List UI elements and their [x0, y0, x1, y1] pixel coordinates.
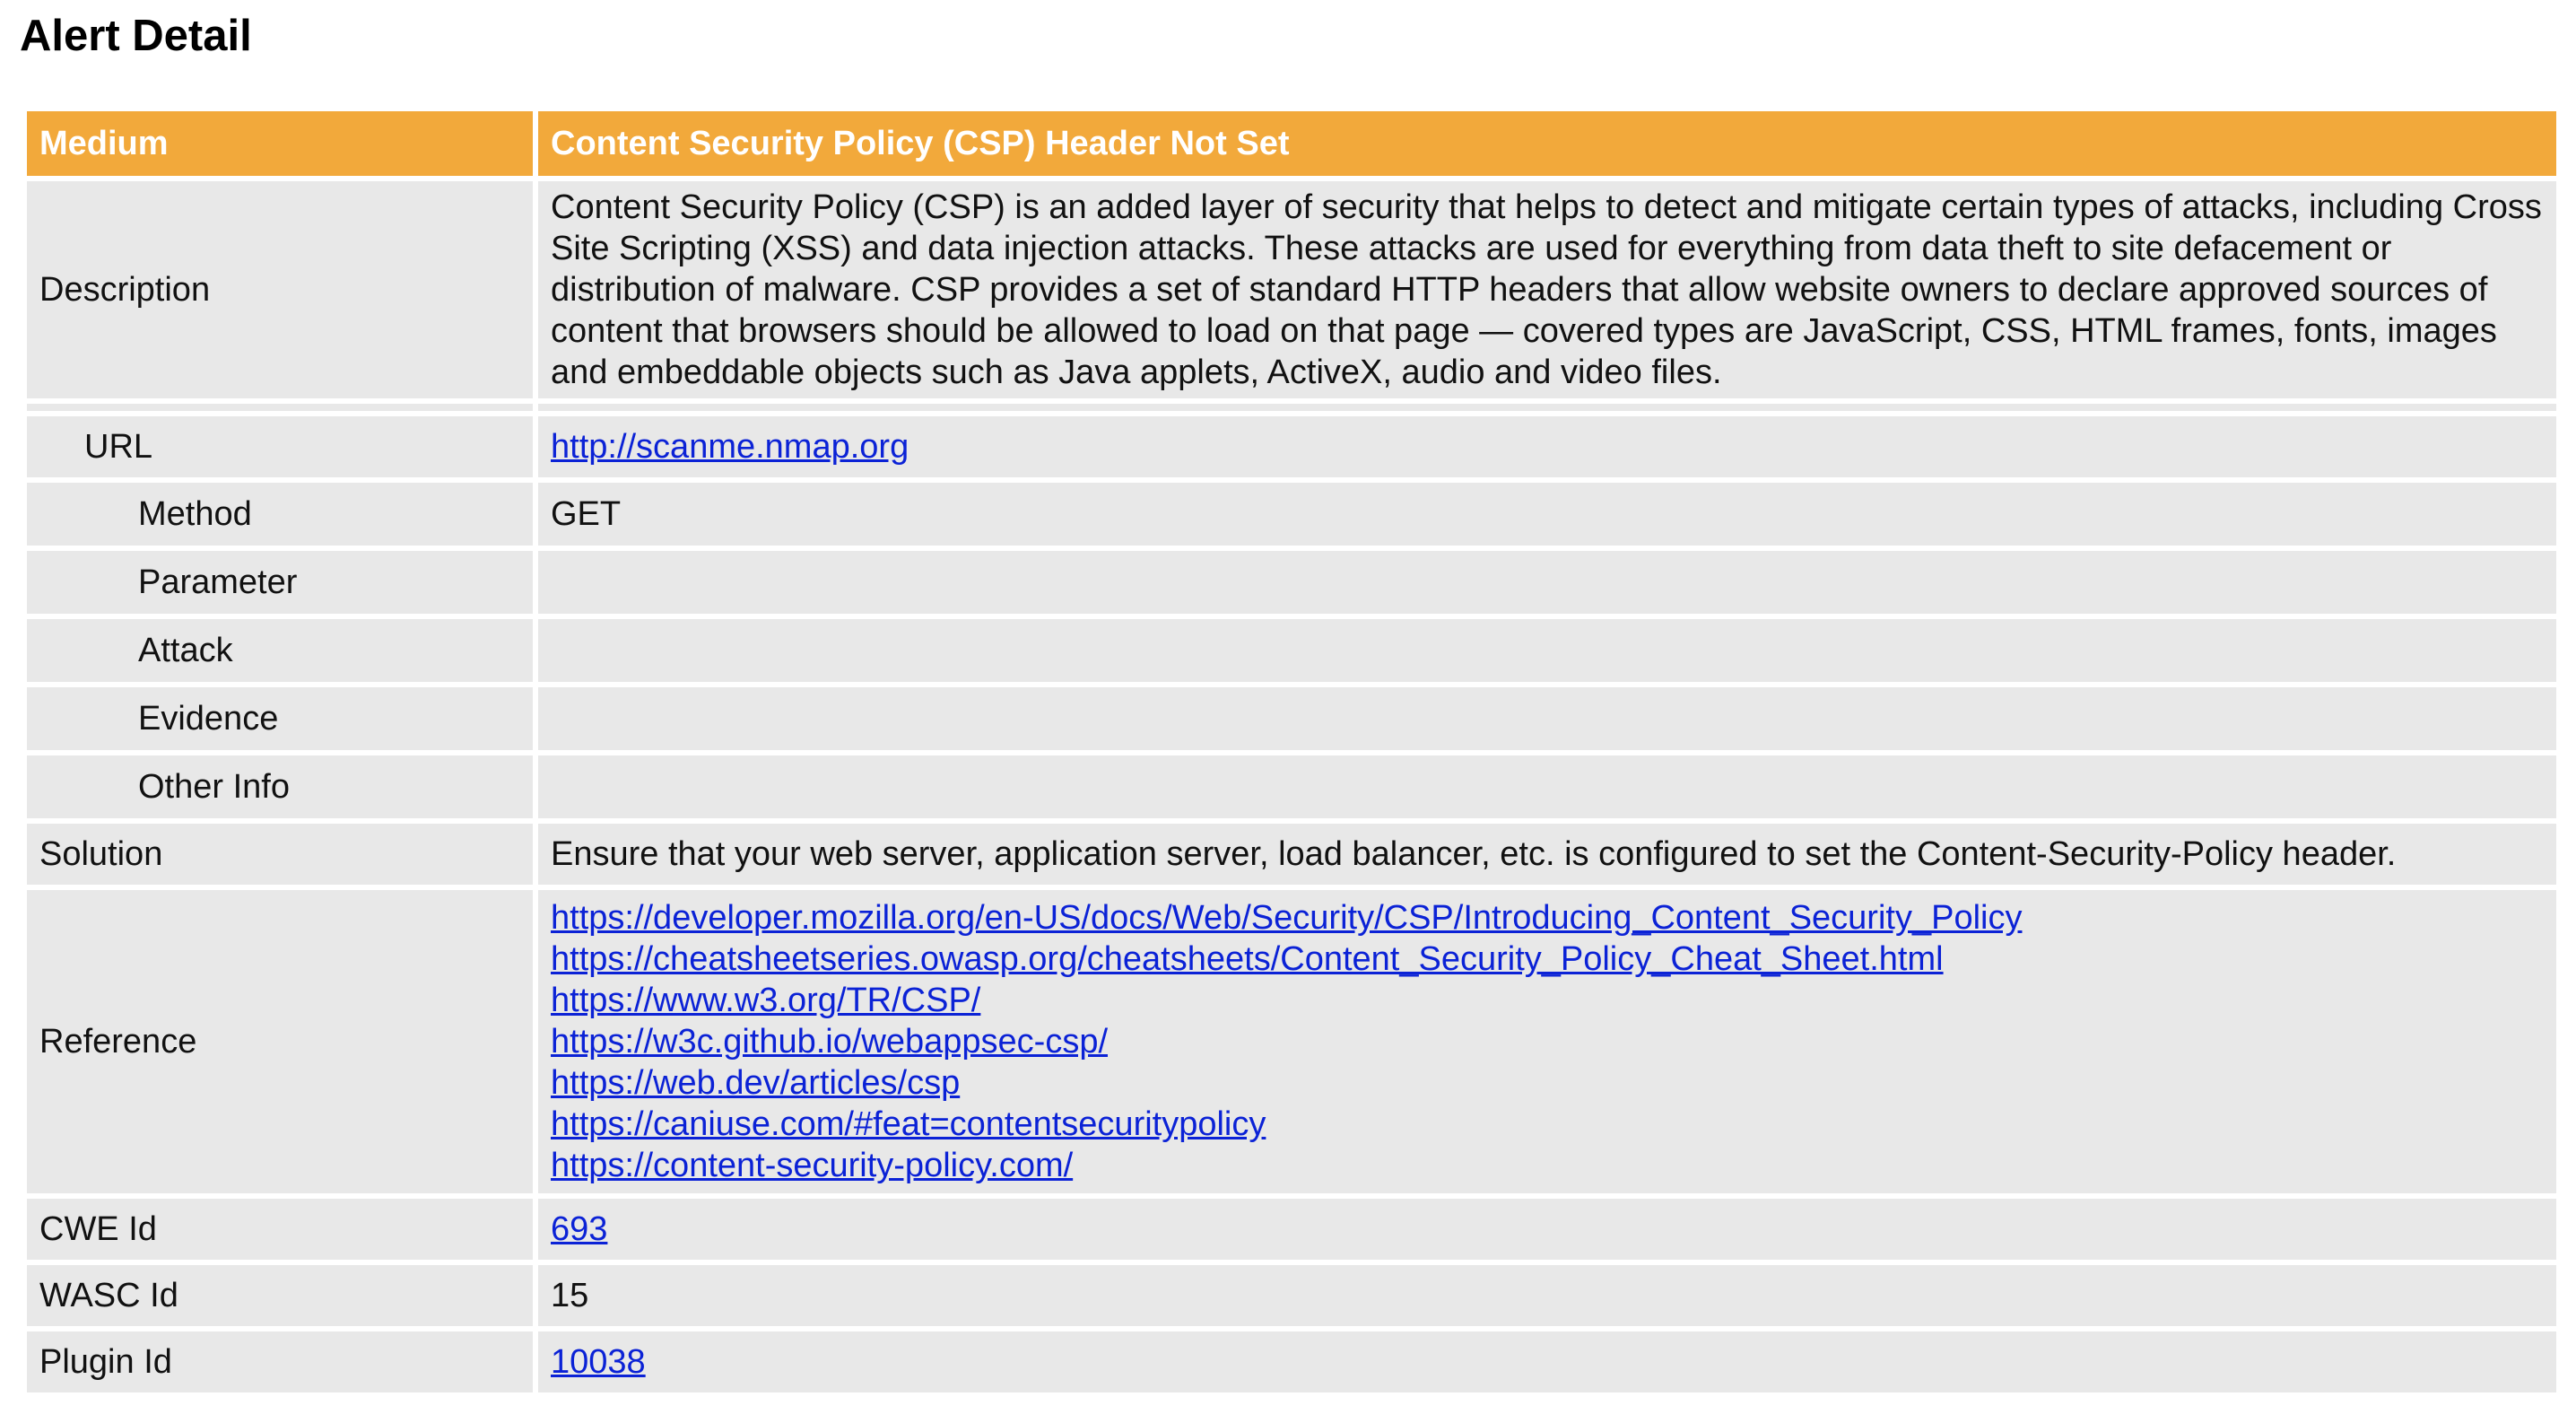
alert-name: Content Security Policy (CSP) Header Not Set: [538, 111, 2556, 176]
parameter-label: Parameter: [27, 551, 533, 614]
plugin-id-row: [27, 1331, 2556, 1392]
parameter-row: [27, 551, 2556, 614]
spacer-cell: [27, 404, 533, 411]
description-value: Content Security Policy (CSP) is an added layer of security that helps to detect and mitigate certain types of attacks, including Cross Site Scripting (XSS) and data injection attacks. These attacks are used for everything from data theft to site defacement or distribution of malware. CSP provides a set of standard HTTP headers that allow website owners to declare approved sources of content that browsers should be allowed to load on that page — covered types are JavaScript, CSS, HTML frames, fonts, images and embeddable objects such as Java applets, ActiveX, audio and video files.: [538, 181, 2556, 398]
plugin-id-cell: [538, 1331, 2556, 1392]
wasc-id-label: WASC Id: [27, 1265, 533, 1326]
url-link[interactable]: http://scanme.nmap.org: [551, 428, 909, 466]
spacer-row: [27, 404, 2556, 411]
other-info-label: Other Info: [27, 755, 533, 818]
reference-link[interactable]: https://content-security-policy.com/: [551, 1147, 1074, 1184]
reference-link[interactable]: https://w3c.github.io/webappsec-csp/: [551, 1023, 1109, 1061]
url-row: [27, 416, 2556, 477]
attack-row: [27, 619, 2556, 682]
method-row: [27, 483, 2556, 546]
other-info-row: [27, 755, 2556, 818]
wasc-id-value: 15: [538, 1265, 2556, 1326]
reference-link[interactable]: https://web.dev/articles/csp: [551, 1064, 961, 1102]
plugin-id-link[interactable]: 10038: [551, 1343, 646, 1381]
reference-links: [538, 890, 2556, 1193]
url-label: URL: [27, 416, 533, 477]
cwe-id-cell: [538, 1199, 2556, 1260]
reference-link[interactable]: https://cheatsheetseries.owasp.org/cheatsheets/Content_Security_Policy_Cheat_Sheet.html: [551, 940, 1944, 978]
description-row: [27, 181, 2556, 398]
spacer-cell: [538, 404, 2556, 411]
description-label: Description: [27, 181, 533, 398]
alert-detail-table: [22, 106, 2562, 1398]
evidence-value: [538, 687, 2556, 750]
cwe-id-link[interactable]: 693: [551, 1210, 608, 1248]
page-title: Alert Detail: [20, 12, 252, 60]
cwe-id-label: CWE Id: [27, 1199, 533, 1260]
solution-value: Ensure that your web server, application server, load balancer, etc. is configured to set the Content-Security-Policy header.: [538, 824, 2556, 885]
attack-value: [538, 619, 2556, 682]
evidence-label: Evidence: [27, 687, 533, 750]
reference-link[interactable]: https://caniuse.com/#feat=contentsecuritypolicy: [551, 1105, 1266, 1143]
cwe-id-row: [27, 1199, 2556, 1260]
evidence-row: [27, 687, 2556, 750]
attack-label: Attack: [27, 619, 533, 682]
reference-link[interactable]: https://developer.mozilla.org/en-US/docs/Web/Security/CSP/Introducing_Content_Security_Policy: [551, 899, 2023, 937]
alert-header-row: [27, 111, 2556, 176]
other-info-value: [538, 755, 2556, 818]
risk-level: Medium: [27, 111, 533, 176]
wasc-id-row: [27, 1265, 2556, 1326]
reference-label: Reference: [27, 890, 533, 1193]
solution-row: [27, 824, 2556, 885]
reference-link[interactable]: https://www.w3.org/TR/CSP/: [551, 982, 981, 1019]
url-value-cell: [538, 416, 2556, 477]
plugin-id-label: Plugin Id: [27, 1331, 533, 1392]
parameter-value: [538, 551, 2556, 614]
method-value: GET: [538, 483, 2556, 546]
method-label: Method: [27, 483, 533, 546]
reference-row: [27, 890, 2556, 1193]
solution-label: Solution: [27, 824, 533, 885]
